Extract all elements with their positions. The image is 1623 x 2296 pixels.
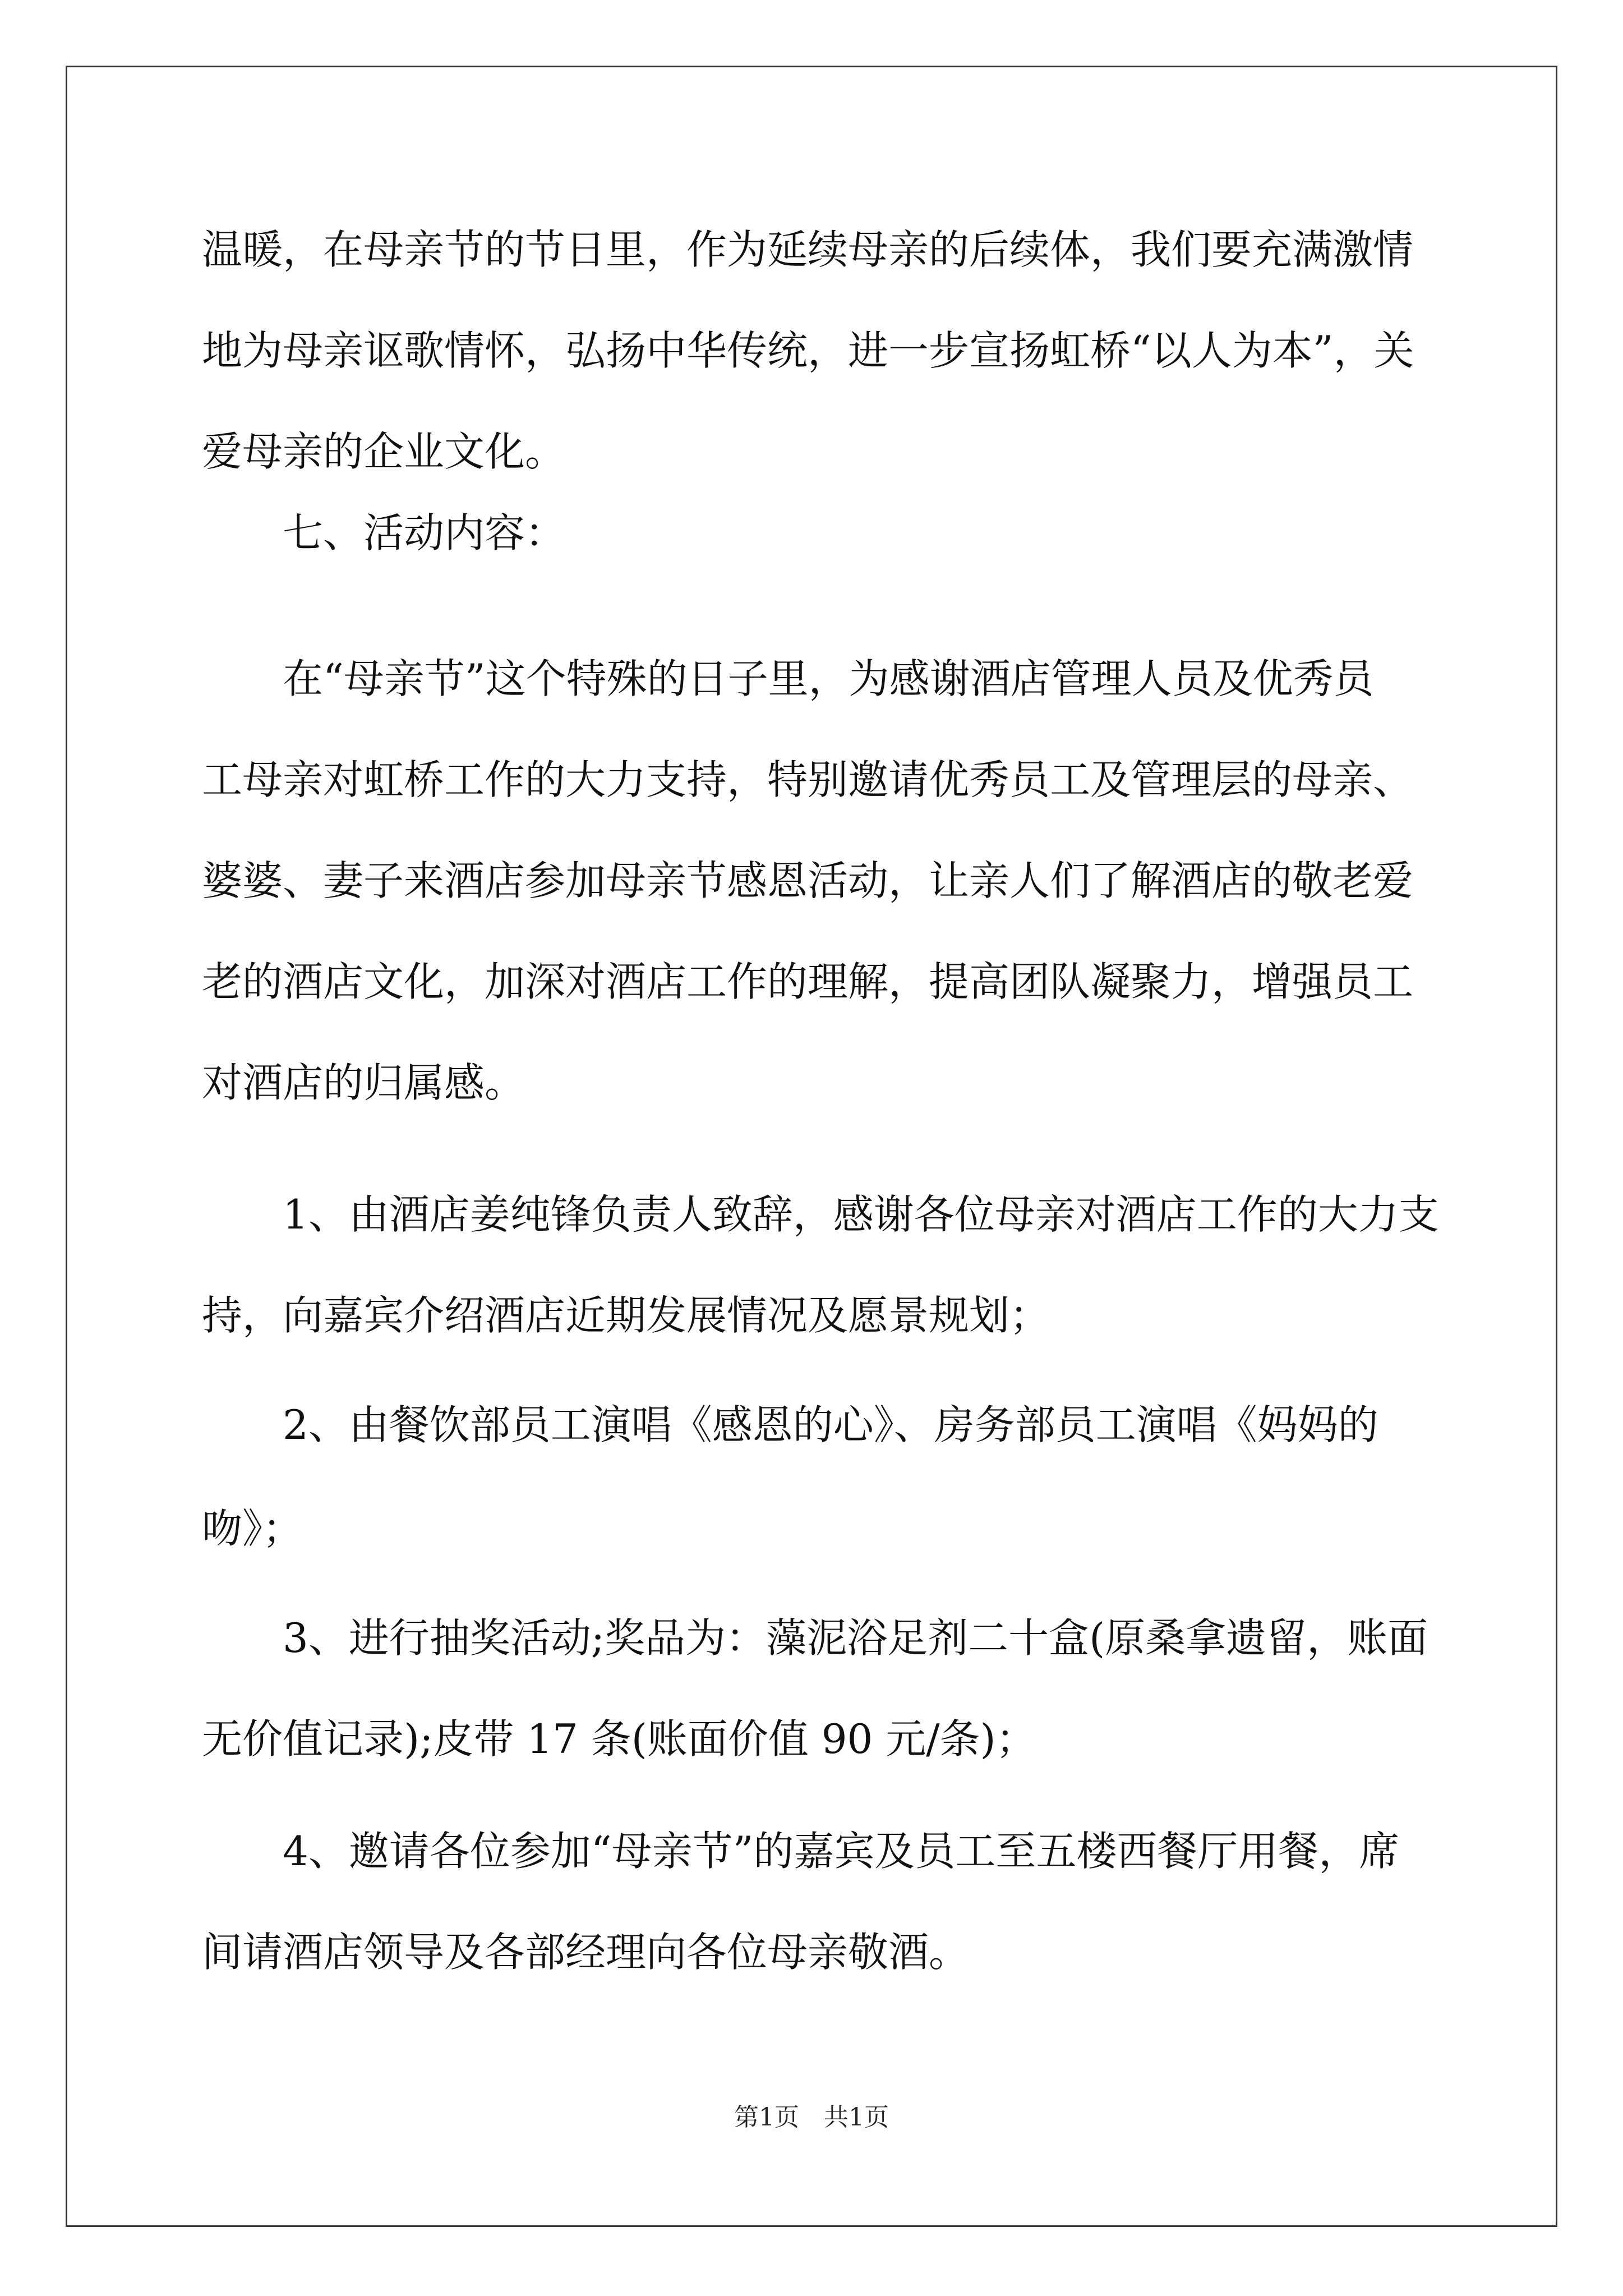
- page-footer: 第1页 共1页: [734, 2103, 889, 2132]
- paragraph-line: 温暖，在母亲节的节日里，作为延续母亲的后续体，我们要充满激情: [202, 226, 1414, 273]
- paragraph-line: 爱母亲的企业文化。: [202, 428, 566, 475]
- list-item-line: 3、进行抽奖活动;奖品为：藻泥浴足剂二十盒(原桑拿遗留，账面: [283, 1614, 1428, 1662]
- list-item-line: 持，向嘉宾介绍酒店近期发展情况及愿景规划；: [202, 1292, 1050, 1339]
- list-item-line: 无价值记录);皮带 17 条(账面价值 90 元/条)；: [202, 1715, 1036, 1763]
- paragraph-line: 工母亲对虹桥工作的大力支持，特别邀请优秀员工及管理层的母亲、: [202, 756, 1414, 803]
- paragraph-line: 地为母亲讴歌情怀，弘扬中华传统，进一步宣扬虹桥“以人为本”，关: [202, 327, 1414, 374]
- list-item-line: 吻》；: [202, 1505, 303, 1552]
- page-border: [66, 66, 1557, 2227]
- list-item-line: 2、由餐饮部员工演唱《感恩的心》、房务部员工演唱《妈妈的: [283, 1401, 1378, 1448]
- list-item-line: 间请酒店领导及各部经理向各位母亲敬酒。: [202, 1929, 970, 1976]
- list-item-line: 1、由酒店姜纯锋负责人致辞，感谢各位母亲对酒店工作的大力支: [283, 1191, 1439, 1238]
- paragraph-line: 婆婆、妻子来酒店参加母亲节感恩活动，让亲人们了解酒店的敬老爱: [202, 857, 1414, 904]
- paragraph-line: 老的酒店文化，加深对酒店工作的理解，提高团队凝聚力，增强员工: [202, 958, 1414, 1005]
- section-heading: 七、活动内容：: [283, 509, 566, 556]
- list-item-line: 4、邀请各位参加“母亲节”的嘉宾及员工至五楼西餐厅用餐，席: [283, 1828, 1400, 1875]
- paragraph-line: 对酒店的归属感。: [202, 1059, 525, 1106]
- paragraph-line: 在“母亲节”这个特殊的日子里，为感谢酒店管理人员及优秀员: [283, 655, 1374, 702]
